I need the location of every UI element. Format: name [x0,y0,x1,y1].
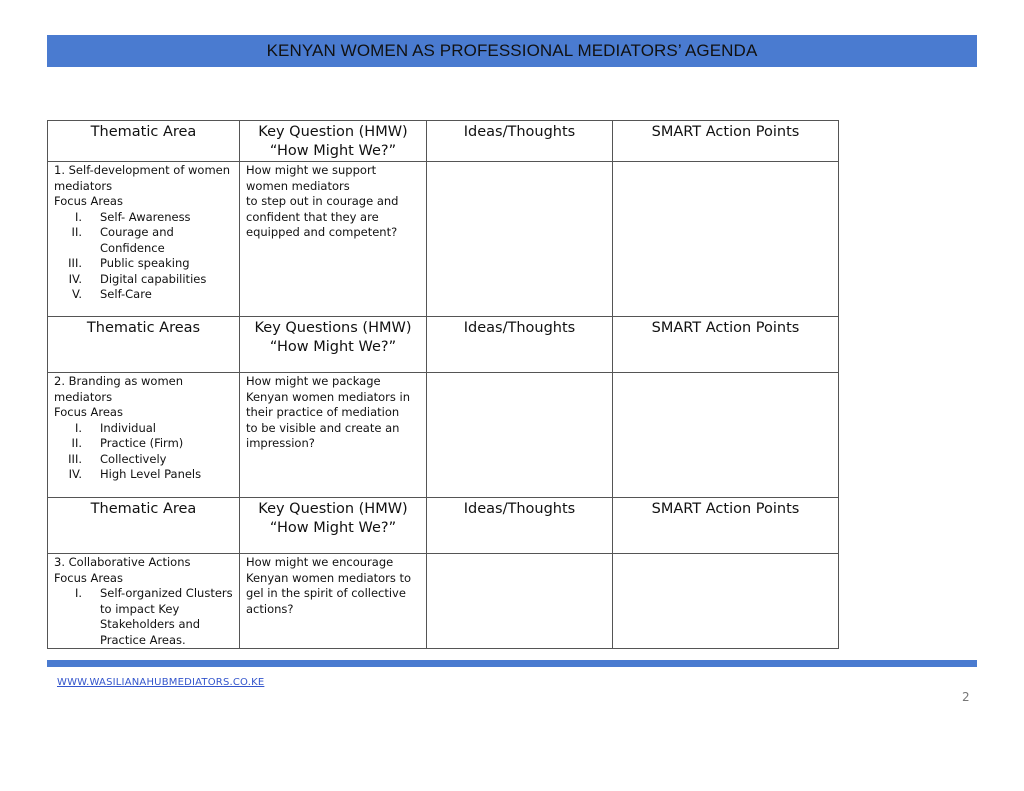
document-title: KENYAN WOMEN AS PROFESSIONAL MEDIATORS’ AGENDA [266,41,758,60]
agenda-table [47,120,839,649]
ideas-cell[interactable] [427,162,613,317]
focus-areas-label: Focus Areas [54,194,123,208]
list-item: IV. Digital capabilities [68,271,207,286]
header-ideas: Ideas/Thoughts [427,121,613,162]
key-question-cell: How might we package Kenyan women mediators in their practice of mediation to be visible and create an impression? [240,373,427,498]
table-row [48,373,839,498]
list-item: V. Self-Care [71,287,152,301]
action-points-cell[interactable] [613,554,839,649]
action-points-cell[interactable] [613,162,839,317]
key-question-cell: How might we encourage Kenyan women mediators to gel in the spirit of collective actions? [240,554,427,649]
table-row [48,554,839,649]
list-item: II. Practice (Firm) [71,436,184,450]
website-link[interactable]: WWW.WASILIANAHUBMEDIATORS.CO.KE [57,677,265,688]
header-action-points: SMART Action Points [613,317,839,373]
header-key-question: Key Questions (HMW) “How Might We?” [240,317,427,373]
title-banner [47,35,977,67]
header-action-points: SMART Action Points [613,498,839,554]
list-item: I. Self- Awareness [74,209,191,224]
header-thematic-area: Thematic Area [48,498,240,554]
list-item: IV. High Level Panels [68,467,202,481]
header-key-question: Key Question (HMW) “How Might We?” [240,498,427,554]
list-item: III. Collectively [68,451,167,466]
header-thematic-area: Thematic Area [48,121,240,162]
list-item: III. Public speaking [68,256,190,270]
focus-areas-label: Focus Areas [54,570,123,585]
list-item: II. Courage and [71,225,174,239]
list-item: I. Individual [74,420,157,435]
table-header-row [48,121,839,162]
ideas-cell[interactable] [427,554,613,649]
header-action-points: SMART Action Points [613,121,839,162]
list-item: I. Self-organized Clusters [74,586,233,600]
table-header-row [48,317,839,373]
focus-areas-label: Focus Areas [54,405,123,419]
table-row [48,162,839,317]
ideas-cell[interactable] [427,373,613,498]
thematic-area-cell: 2. Branding as women mediators Focus Areas I. Individual II. Practice (Firm) III. Collectively IV. High Level Panels [48,373,240,498]
header-ideas: Ideas/Thoughts [427,498,613,554]
footer-divider [47,660,977,667]
table-header-row [48,498,839,554]
key-question-cell: How might we support women mediators to step out in courage and confident that they are equipped and competent? [240,162,427,317]
header-thematic-area: Thematic Areas [48,317,240,373]
thematic-area-cell: 1. Self-development of women mediators Focus Areas I. Self- Awareness II. Courage and Confidence III. Public speaking IV. Digital capabilities V. Self-Care [48,162,240,317]
thematic-area-cell: 3. Collaborative Actions Focus Areas I. Self-organized Clusters to impact Key Stakeholders and Practice Areas. [48,554,240,649]
action-points-cell[interactable] [613,373,839,498]
header-key-question: Key Question (HMW) “How Might We?” [240,121,427,162]
header-ideas: Ideas/Thoughts [427,317,613,373]
page-number: 2 [962,690,970,704]
